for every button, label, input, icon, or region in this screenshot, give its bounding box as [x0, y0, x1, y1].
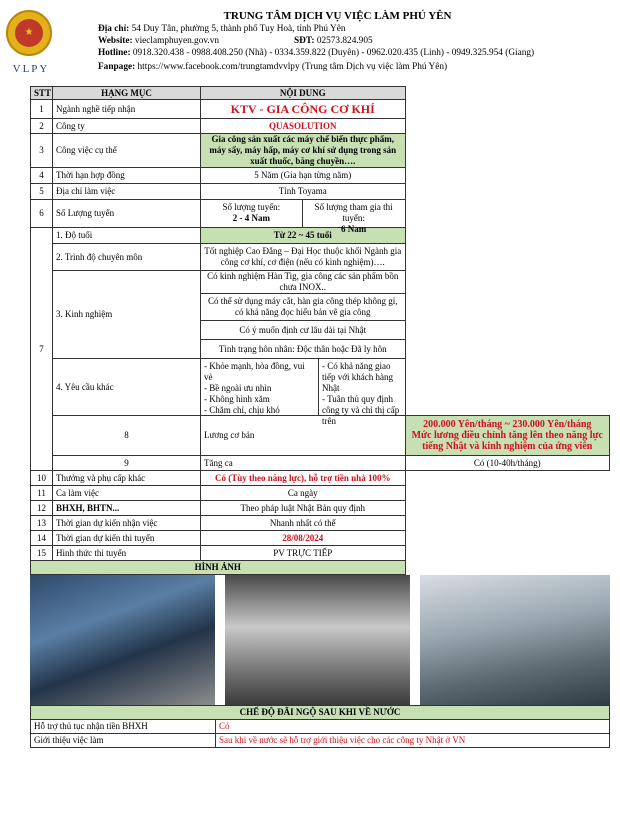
- contract-term: 5 Năm (Gia hạn từng năm): [201, 168, 406, 184]
- row-label: Thời gian dự kiến nhận việc: [53, 516, 201, 531]
- requirement-item: - Chăm chỉ, chịu khó: [204, 405, 280, 415]
- welder-photo: [30, 575, 215, 705]
- stt-cell: 10: [31, 471, 53, 486]
- requirement-item: - Không hình xăm: [204, 394, 270, 404]
- factory-photo: [420, 575, 610, 705]
- col-content: NỘI DUNG: [201, 87, 406, 100]
- row-label: Ngành nghề tiếp nhận: [53, 100, 201, 119]
- exam-count-label: Số lượng tham gia thi tuyển:: [314, 202, 393, 223]
- logo-text: VLPY: [12, 63, 50, 75]
- benefits-title: CHẾ ĐỘ ĐÃI NGỘ SAU KHI VỀ NƯỚC: [31, 706, 610, 720]
- job-title: KTV - GIA CÔNG CƠ KHÍ: [201, 100, 406, 119]
- salary-note: Mức lương điều chỉnh tăng lên theo năng lực tiếng Nhật và kinh nghiệm của ứng viên: [411, 430, 603, 452]
- requirements-right: [319, 359, 404, 426]
- benefit-value: Sau khi về nước sẽ hỗ trợ giới thiệu việc cho các công ty Nhật ở VN: [216, 734, 610, 748]
- overtime: Có (10-40h/tháng): [405, 456, 610, 471]
- work-location: Tỉnh Toyama: [201, 184, 406, 200]
- row-label: 4. Yêu cầu khác: [53, 359, 201, 416]
- row-label: Địa chỉ làm việc: [53, 184, 201, 200]
- stt-cell: 15: [31, 546, 53, 561]
- benefit-label: Hỗ trợ thủ tục nhận tiền BHXH: [31, 720, 216, 734]
- fanpage-line: Fanpage: https://www.facebook.com/trungtamdvvlpy (Trung tâm Dịch vụ việc làm Phú Yên): [98, 62, 448, 72]
- requirement-item: - Tuân thủ quy định công ty và chỉ thị cấp trên: [322, 394, 400, 426]
- row-label: Số Lượng tuyển: [53, 200, 201, 228]
- stt-cell: 7: [31, 228, 53, 471]
- recruit-value: 2 - 4 Nam: [232, 213, 270, 223]
- header: [0, 0, 620, 86]
- experience-item: Tình trạng hôn nhân: Độc thân hoặc Đã ly hôn: [201, 340, 406, 359]
- col-item: HẠNG MỤC: [53, 87, 201, 100]
- other-requirements: [201, 359, 406, 426]
- age-range: Từ 22 ~ 45 tuổi: [201, 228, 406, 244]
- images-title: HÌNH ẢNH: [31, 561, 406, 575]
- header-title: TRUNG TÂM DỊCH VỤ VIỆC LÀM PHÚ YÊN: [223, 10, 452, 22]
- stt-cell: 8: [53, 416, 201, 456]
- exam-date: 28/08/2024: [201, 531, 406, 546]
- education: Tốt nghiệp Cao Đẳng – Đại Học thuộc khối Ngành gia công cơ khí, cơ điện (nếu có kinh nghiệm)….: [201, 244, 406, 271]
- requirement-item: - Khỏe mạnh, hòa đồng, vui vẻ: [204, 361, 305, 382]
- exam-format: PV TRỰC TIẾP: [201, 546, 406, 561]
- center-logo-icon: ★: [6, 10, 52, 56]
- requirements-left: [201, 359, 319, 415]
- bonus: Có (Tùy theo năng lực), hỗ trợ tiền nhà 100%: [201, 471, 406, 486]
- row-label: Thời hạn hợp đồng: [53, 168, 201, 184]
- stt-cell: 9: [53, 456, 201, 471]
- stt-cell: 12: [31, 501, 53, 516]
- insurance: Theo pháp luật Nhật Bản quy định: [201, 501, 406, 516]
- requirement-item: - Bề ngoài ưu nhìn: [204, 383, 272, 393]
- salary: [405, 416, 610, 456]
- experience-item: Có kinh nghiệm Hàn Tig, gia công các sản phẩm bồn chưa INOX..: [201, 271, 406, 294]
- website-line: Website: vieclamphuyen.gov.vn SĐT: 02573.824.905: [98, 36, 373, 46]
- row-label: Tăng ca: [201, 456, 406, 471]
- col-stt: STT: [31, 87, 53, 100]
- stt-cell: 1: [31, 100, 53, 119]
- row-label: Công việc cụ thể: [53, 134, 201, 168]
- row-label: 2. Trình độ chuyên môn: [53, 244, 201, 271]
- company-name: QUASOLUTION: [201, 119, 406, 134]
- job-table: [30, 86, 610, 575]
- benefits-table: [30, 705, 610, 748]
- start-date: Nhanh nhất có thể: [201, 516, 406, 531]
- address-line: Địa chỉ: 54 Duy Tân, phường 5, thành phố Tuy Hoà, tỉnh Phú Yên: [98, 24, 346, 34]
- row-label: Công ty: [53, 119, 201, 134]
- job-description: Gia công sản xuất các máy chế biến thực phẩm, máy sấy, máy hấp, máy cơ khí sử dụng trong sản xuất thuốc, băng chuyền….: [201, 134, 406, 168]
- row-label: Hình thức thi tuyển: [53, 546, 201, 561]
- stt-cell: 11: [31, 486, 53, 501]
- workshop-photo: [225, 575, 410, 705]
- salary-range: 200.000 Yên/tháng ~ 230.000 Yên/tháng: [423, 419, 592, 430]
- stt-cell: 13: [31, 516, 53, 531]
- stt-cell: 2: [31, 119, 53, 134]
- requirement-item: - Có khả năng giao tiếp với khách hàng Nhật: [322, 361, 394, 393]
- stt-cell: 14: [31, 531, 53, 546]
- row-label: 1. Độ tuổi: [53, 228, 201, 244]
- photo-strip: [30, 575, 610, 705]
- exam-count-value: 6 Nam: [341, 224, 367, 234]
- recruit-label: Số lượng tuyển:: [222, 202, 281, 212]
- experience-item: Có ý muốn định cư lâu dài tại Nhật: [201, 321, 406, 340]
- stt-cell: 5: [31, 184, 53, 200]
- row-label: Ca làm việc: [53, 486, 201, 501]
- row-label: 3. Kinh nghiệm: [53, 271, 201, 359]
- row-label: Thưởng và phụ cấp khác: [53, 471, 201, 486]
- benefit-value: Có: [216, 720, 610, 734]
- stt-cell: 6: [31, 200, 53, 228]
- benefit-label: Giới thiệu việc làm: [31, 734, 216, 748]
- stt-cell: 3: [31, 134, 53, 168]
- stt-cell: 4: [31, 168, 53, 184]
- row-label: Lương cơ bản: [201, 416, 406, 456]
- row-label: Thời gian dự kiến thi tuyển: [53, 531, 201, 546]
- experience-item: Có thể sử dụng máy cắt, hàn gia công thép không gỉ, có khả năng đọc hiểu bản vẽ gia công: [201, 294, 406, 321]
- recruit-count: [201, 200, 406, 234]
- shift: Ca ngày: [201, 486, 406, 501]
- row-label: BHXH, BHTN...: [53, 501, 201, 516]
- hotline-line: Hotline: 0918.320.438 - 0988.408.250 (Nhã) - 0334.359.822 (Duyên) - 0962.020.435 (Linh) - 0949.325.954 (Giang): [98, 48, 535, 58]
